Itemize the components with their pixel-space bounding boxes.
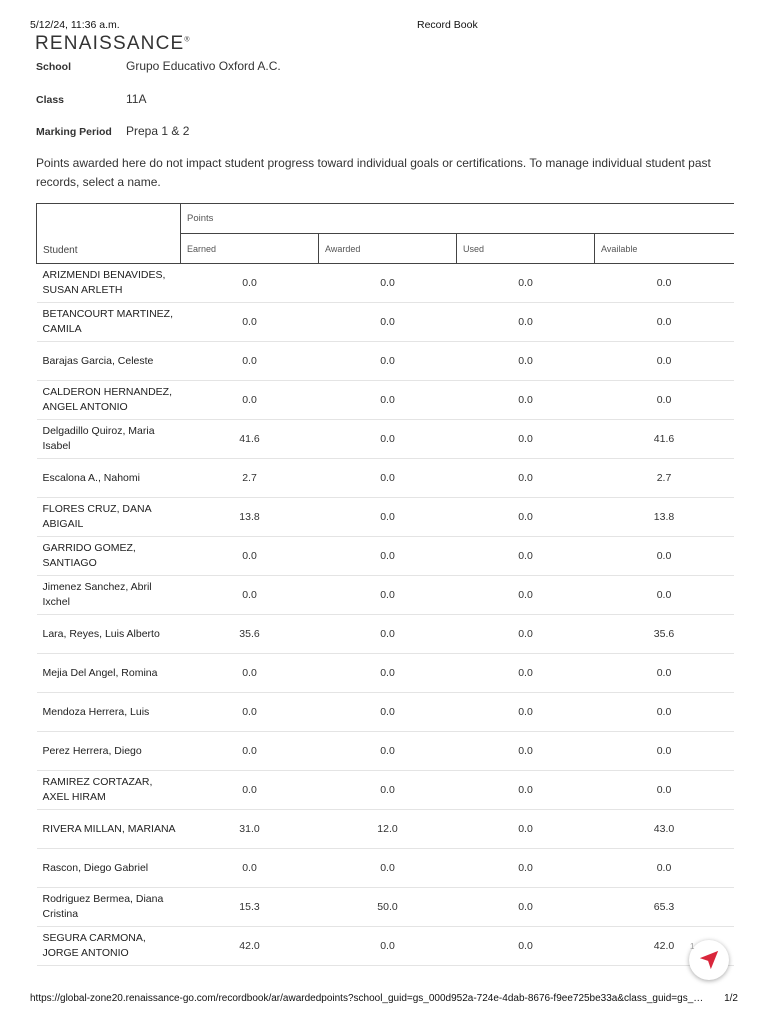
awarded-value: 0.0 <box>319 264 457 303</box>
available-value: 0.0 <box>595 303 734 342</box>
navigation-arrow-icon <box>698 949 720 971</box>
table-group-header-row <box>37 204 734 234</box>
table-row <box>37 888 734 927</box>
earned-value: 0.0 <box>181 849 319 888</box>
student-name-link[interactable]: FLORES CRUZ, DANA ABIGAIL <box>37 498 181 537</box>
marking-period-label: Marking Period <box>36 126 112 138</box>
used-value: 0.0 <box>457 693 595 732</box>
student-name-link[interactable]: Perez Herrera, Diego <box>37 732 181 771</box>
print-title: Record Book <box>417 19 478 31</box>
earned-value: 31.0 <box>181 810 319 849</box>
available-value: 0.0 <box>595 693 734 732</box>
table-row <box>37 927 734 966</box>
used-value: 0.0 <box>457 615 595 654</box>
student-name-link[interactable]: Escalona A., Nahomi <box>37 459 181 498</box>
student-name-link[interactable]: Barajas Garcia, Celeste <box>37 342 181 381</box>
student-name-link[interactable]: RIVERA MILLAN, MARIANA <box>37 810 181 849</box>
earned-value: 13.8 <box>181 498 319 537</box>
table-row <box>37 810 734 849</box>
awarded-value: 0.0 <box>319 381 457 420</box>
used-value: 0.0 <box>457 303 595 342</box>
table-row <box>37 420 734 459</box>
table-body <box>37 264 734 966</box>
student-name-link[interactable]: Delgadillo Quiroz, Maria Isabel <box>37 420 181 459</box>
awarded-value: 0.0 <box>319 420 457 459</box>
available-value: 0.0 <box>595 537 734 576</box>
awarded-value: 0.0 <box>319 732 457 771</box>
awarded-value: 0.0 <box>319 537 457 576</box>
awarded-value: 0.0 <box>319 303 457 342</box>
used-value: 0.0 <box>457 810 595 849</box>
student-name-link[interactable]: Mendoza Herrera, Luis <box>37 693 181 732</box>
available-value: 65.3 <box>595 888 734 927</box>
fab-badge: 1 <box>690 942 695 951</box>
available-value: 42.0 <box>595 927 734 966</box>
awarded-value: 0.0 <box>319 342 457 381</box>
earned-value: 0.0 <box>181 303 319 342</box>
used-value: 0.0 <box>457 459 595 498</box>
available-value: 43.0 <box>595 810 734 849</box>
earned-value: 35.6 <box>181 615 319 654</box>
table-row <box>37 459 734 498</box>
points-table <box>36 203 734 966</box>
used-value: 0.0 <box>457 732 595 771</box>
used-value: 0.0 <box>457 342 595 381</box>
available-value: 0.0 <box>595 576 734 615</box>
table-row <box>37 654 734 693</box>
page-url: https://global-zone20.renaissance-go.com/recordbook/ar/awardedpoints?school_guid=gs_000d952a-724e-4dab-8676-f9ee725be33a&class_guid=gs_… <box>30 993 704 1004</box>
awarded-value: 12.0 <box>319 810 457 849</box>
awarded-value: 0.0 <box>319 576 457 615</box>
awarded-value: 0.0 <box>319 498 457 537</box>
table-row <box>37 693 734 732</box>
available-value: 0.0 <box>595 381 734 420</box>
earned-value: 2.7 <box>181 459 319 498</box>
points-group-header: Points <box>181 204 734 234</box>
awarded-value: 0.0 <box>319 849 457 888</box>
used-value: 0.0 <box>457 927 595 966</box>
student-name-link[interactable]: Jimenez Sanchez, Abril Ixchel <box>37 576 181 615</box>
earned-value: 15.3 <box>181 888 319 927</box>
student-name-link[interactable]: RAMIREZ CORTAZAR, AXEL HIRAM <box>37 771 181 810</box>
earned-value: 0.0 <box>181 264 319 303</box>
awarded-value: 0.0 <box>319 615 457 654</box>
table-row <box>37 537 734 576</box>
class-label: Class <box>36 94 65 106</box>
used-value: 0.0 <box>457 420 595 459</box>
used-value: 0.0 <box>457 888 595 927</box>
available-value: 0.0 <box>595 771 734 810</box>
table-row <box>37 342 734 381</box>
earned-value: 0.0 <box>181 693 319 732</box>
available-value: 0.0 <box>595 264 734 303</box>
available-value: 0.0 <box>595 849 734 888</box>
awarded-value: 0.0 <box>319 459 457 498</box>
marking-period-value: Prepa 1 & 2 <box>126 124 190 138</box>
earned-value: 42.0 <box>181 927 319 966</box>
earned-value: 0.0 <box>181 654 319 693</box>
used-value: 0.0 <box>457 498 595 537</box>
logo-trademark: ® <box>184 36 190 44</box>
student-name-link[interactable]: Lara, Reyes, Luis Alberto <box>37 615 181 654</box>
earned-value: 0.0 <box>181 771 319 810</box>
used-value: 0.0 <box>457 264 595 303</box>
student-name-link[interactable]: SEGURA CARMONA, JORGE ANTONIO <box>37 927 181 966</box>
table-row <box>37 381 734 420</box>
table-row <box>37 264 734 303</box>
awarded-value: 0.0 <box>319 771 457 810</box>
school-label: School <box>36 61 72 73</box>
table-row <box>37 615 734 654</box>
school-value: Grupo Educativo Oxford A.C. <box>126 59 281 73</box>
used-value: 0.0 <box>457 537 595 576</box>
table-row <box>37 303 734 342</box>
class-value: 11A <box>126 92 147 106</box>
available-value: 13.8 <box>595 498 734 537</box>
points-table-container <box>36 203 733 966</box>
logo-text: RENAISSANCE <box>35 33 185 54</box>
earned-value: 41.6 <box>181 420 319 459</box>
available-column-header: Available <box>595 234 734 264</box>
earned-value: 0.0 <box>181 576 319 615</box>
print-header <box>30 19 738 33</box>
table-row <box>37 732 734 771</box>
student-name-link[interactable]: CALDERON HERNANDEZ, ANGEL ANTONIO <box>37 381 181 420</box>
student-name-link[interactable]: Rodriguez Bermea, Diana Cristina <box>37 888 181 927</box>
student-column-header: Student <box>37 204 181 264</box>
available-value: 0.0 <box>595 654 734 693</box>
table-row <box>37 498 734 537</box>
navigation-fab-button[interactable] <box>689 940 729 980</box>
used-value: 0.0 <box>457 381 595 420</box>
awarded-value: 50.0 <box>319 888 457 927</box>
earned-value: 0.0 <box>181 381 319 420</box>
student-name-link[interactable]: GARRIDO GOMEZ, SANTIAGO <box>37 537 181 576</box>
info-note: Points awarded here do not impact student progress toward individual goals or certifications. To manage individual student past records, select a name. <box>36 156 711 189</box>
used-column-header: Used <box>457 234 595 264</box>
earned-value: 0.0 <box>181 732 319 771</box>
table-row <box>37 576 734 615</box>
available-value: 35.6 <box>595 615 734 654</box>
renaissance-logo <box>35 33 190 55</box>
earned-value: 0.0 <box>181 537 319 576</box>
awarded-value: 0.0 <box>319 654 457 693</box>
awarded-value: 0.0 <box>319 693 457 732</box>
used-value: 0.0 <box>457 849 595 888</box>
used-value: 0.0 <box>457 654 595 693</box>
available-value: 0.0 <box>595 732 734 771</box>
used-value: 0.0 <box>457 576 595 615</box>
table-row <box>37 771 734 810</box>
available-value: 2.7 <box>595 459 734 498</box>
print-date: 5/12/24, 11:36 a.m. <box>30 19 120 31</box>
earned-value: 0.0 <box>181 342 319 381</box>
student-name-link[interactable]: BETANCOURT MARTINEZ, CAMILA <box>37 303 181 342</box>
student-name-link[interactable]: Mejia Del Angel, Romina <box>37 654 181 693</box>
awarded-column-header: Awarded <box>319 234 457 264</box>
available-value: 0.0 <box>595 342 734 381</box>
student-name-link[interactable]: ARIZMENDI BENAVIDES, SUSAN ARLETH <box>37 264 181 303</box>
page-number: 1/2 <box>724 993 738 1004</box>
available-value: 41.6 <box>595 420 734 459</box>
earned-column-header: Earned <box>181 234 319 264</box>
print-footer <box>30 993 738 1007</box>
awarded-value: 0.0 <box>319 927 457 966</box>
student-name-link[interactable]: Rascon, Diego Gabriel <box>37 849 181 888</box>
table-row <box>37 849 734 888</box>
used-value: 0.0 <box>457 771 595 810</box>
